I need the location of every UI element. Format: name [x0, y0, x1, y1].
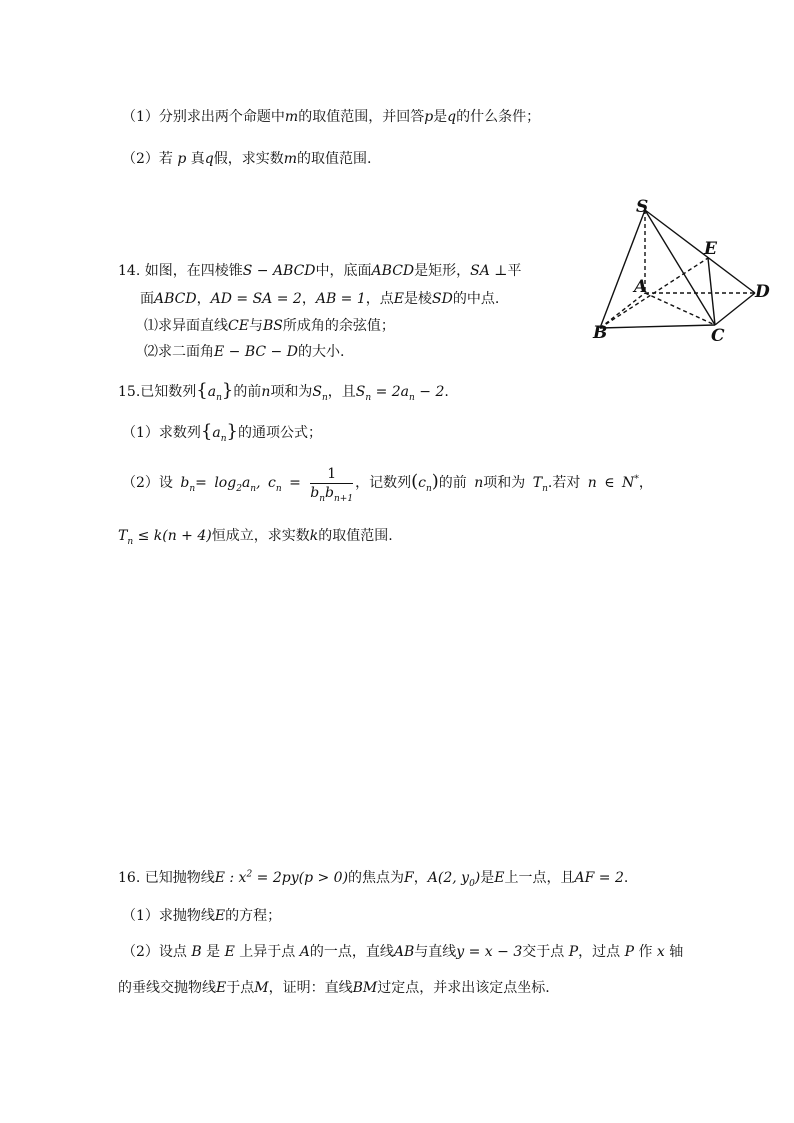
q14-line1: 14. 如图，在四棱锥S − ABCD中，底面ABCD是矩形，SA ⊥平 — [118, 263, 522, 279]
pyramid-figure — [590, 195, 780, 350]
q13-part1: （1）分别求出两个命题中m的取值范围，并回答p是q的什么条件； — [122, 109, 541, 125]
label-A: A — [634, 277, 648, 297]
edge-SC — [645, 210, 715, 325]
label-B: B — [593, 323, 608, 343]
q14-line2: 面ABCD，AD = SA = 2，AB = 1，点E是棱SD的中点. — [140, 291, 500, 307]
label-S: S — [636, 197, 649, 217]
q15-part2: （2）设 $b_n= \log_2a_n$, $c_n$ = $\frac{1}{b_nb_{n+1}}$ ，记数列$(c_n)$的前 n项和为 $T_n$.若对 n ∈ N*， — [122, 465, 653, 504]
q16-part1: （1）求抛物线E的方程； — [122, 908, 282, 924]
q16-part2: （2）设点 B 是 E 上异于点 A的一点，直线AB与直线y = x − 3交于点 P，过点 P 作 x 轴 — [122, 944, 684, 960]
q15-stem: 15.已知数列$\{a_n\}$的前n项和为$S_n$，且$S_n = 2a_n - 2$. — [118, 380, 449, 403]
edge-BE — [600, 258, 708, 328]
label-C: C — [711, 326, 725, 346]
q14-sub2: ⑵求二面角E − BC − D的大小. — [144, 344, 345, 360]
label-E: E — [704, 239, 717, 259]
q15-part2b: $T_n \le k(n + 4)$恒成立，求实数k的取值范围. — [118, 528, 393, 547]
q16-stem: 16. 已知抛物线E : $x^2 = 2py(p > 0)$的焦点为F，A(2, $y_0$)是E上一点，且AF = 2. — [118, 869, 629, 889]
q15-part1: （1）求数列$\{a_n\}$的通项公式； — [122, 421, 322, 444]
fraction-cn: $\frac{1}{b_nb_{n+1}}$ — [310, 465, 354, 504]
edge-BC — [600, 325, 715, 328]
q14-sub1: ⑴求异面直线CE与BS所成角的余弦值； — [144, 318, 395, 334]
edge-CD — [715, 293, 755, 325]
q13-part2: （2）若 p 真q假，求实数m的取值范围. — [122, 151, 372, 167]
q16-part2b: 的垂线交抛物线E于点M，证明：直线BM过定点，并求出该定点坐标. — [118, 980, 550, 996]
label-D: D — [755, 282, 770, 302]
edge-SD — [645, 210, 755, 293]
